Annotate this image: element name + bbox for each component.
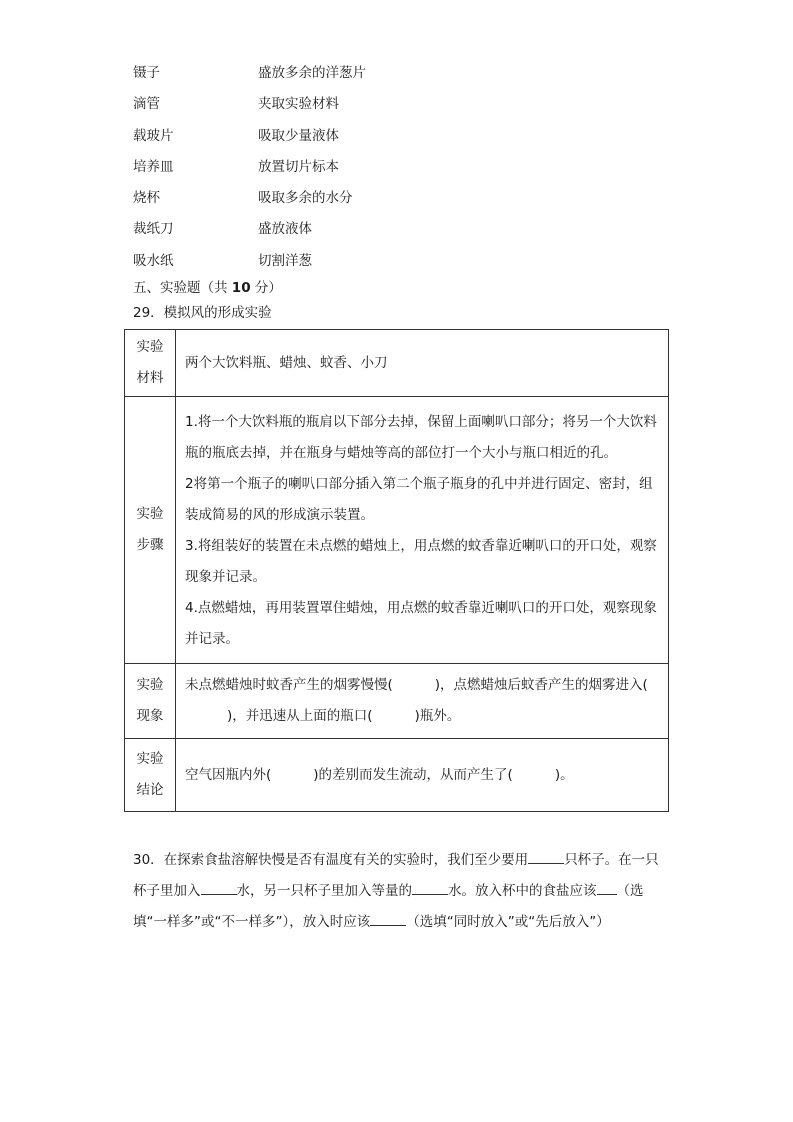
answer-blank[interactable] — [597, 879, 617, 895]
matching-right-item: 切割洋葱 — [258, 253, 312, 269]
question-29-title: 29．模拟风的形成实验 — [133, 305, 272, 321]
matching-left-item: 吸水纸 — [133, 253, 174, 269]
step-item: 3.将组装好的装置在未点燃的蜡烛上，用点燃的蚊香靠近喇叭口的开口处，观察现象并记录。 — [185, 538, 657, 585]
section-prefix: 五、实验题（共 — [133, 280, 232, 296]
question-30: 30．在探索食盐溶解快慢是否有温度有关的实验时，我们至少要用 只杯子。在一只杯子里加入 水，另一只杯子里加入等量的 水。放入杯中的食盐应该 （选填“一样多”或“不一样多”），放入时应该 （选填“同时放入”或“先后放入”） — [133, 845, 663, 938]
phenomenon-label: 实验 现象 — [125, 664, 176, 739]
phenomenon-content: 未点燃蜡烛时蚊香产生的烟雾慢慢( )，点燃蜡烛后蚊香产生的烟雾进入()，并迅速从上面的瓶口( )瓶外。 — [176, 664, 669, 739]
matching-right-item: 吸取多余的水分 — [258, 190, 353, 206]
answer-blank[interactable] — [412, 879, 448, 895]
answer-blank[interactable] — [370, 910, 406, 926]
matching-right-item: 盛放液体 — [258, 221, 312, 237]
section-points: 10 — [231, 280, 251, 296]
matching-left-item: 培养皿 — [133, 159, 174, 175]
answer-blank[interactable] — [201, 879, 237, 895]
step-item: 1.将一个大饮料瓶的瓶肩以下部分去掉，保留上面喇叭口部分；将另一个大饮料瓶的瓶底去掉，并在瓶身与蜡烛等高的部位打一个大小与瓶口相近的孔。 — [185, 414, 657, 461]
answer-blank[interactable] — [528, 848, 564, 864]
conclusion-label: 实验 结论 — [125, 739, 176, 812]
matching-right-item: 放置切片标本 — [258, 159, 339, 175]
matching-left-item: 裁纸刀 — [133, 221, 174, 237]
steps-row — [125, 397, 669, 664]
conclusion-content: 空气因瓶内外( )的差别而发生流动，从而产生了( )。 — [176, 739, 669, 812]
matching-left-item: 滴管 — [133, 96, 160, 112]
matching-right-item: 盛放多余的洋葱片 — [258, 65, 366, 81]
matching-left-item: 烧杯 — [133, 190, 160, 206]
steps-content — [176, 397, 669, 664]
materials-row — [125, 330, 669, 397]
section-unit: 分） — [250, 280, 282, 296]
matching-left-item: 载玻片 — [133, 128, 174, 144]
materials-content: 两个大饮料瓶、蜡烛、蚊香、小刀 — [176, 330, 669, 397]
step-item: 4.点燃蜡烛，再用装置罩住蜡烛，用点燃的蚊香靠近喇叭口的开口处，观察现象并记录。 — [185, 600, 657, 647]
matching-left-item: 镊子 — [133, 65, 160, 81]
experiment-table — [124, 329, 669, 812]
conclusion-row — [125, 739, 669, 812]
materials-label: 实验 材料 — [125, 330, 176, 397]
matching-right-item: 夹取实验材料 — [258, 96, 339, 112]
step-item: 2将第一个瓶子的喇叭口部分插入第二个瓶子瓶身的孔中并进行固定、密封，组装成简易的风的形成演示装置。 — [185, 476, 653, 523]
phenomenon-row — [125, 664, 669, 739]
section-heading — [133, 278, 282, 298]
steps-label: 实验 步骤 — [125, 397, 176, 664]
matching-right-item: 吸取少量液体 — [258, 128, 339, 144]
